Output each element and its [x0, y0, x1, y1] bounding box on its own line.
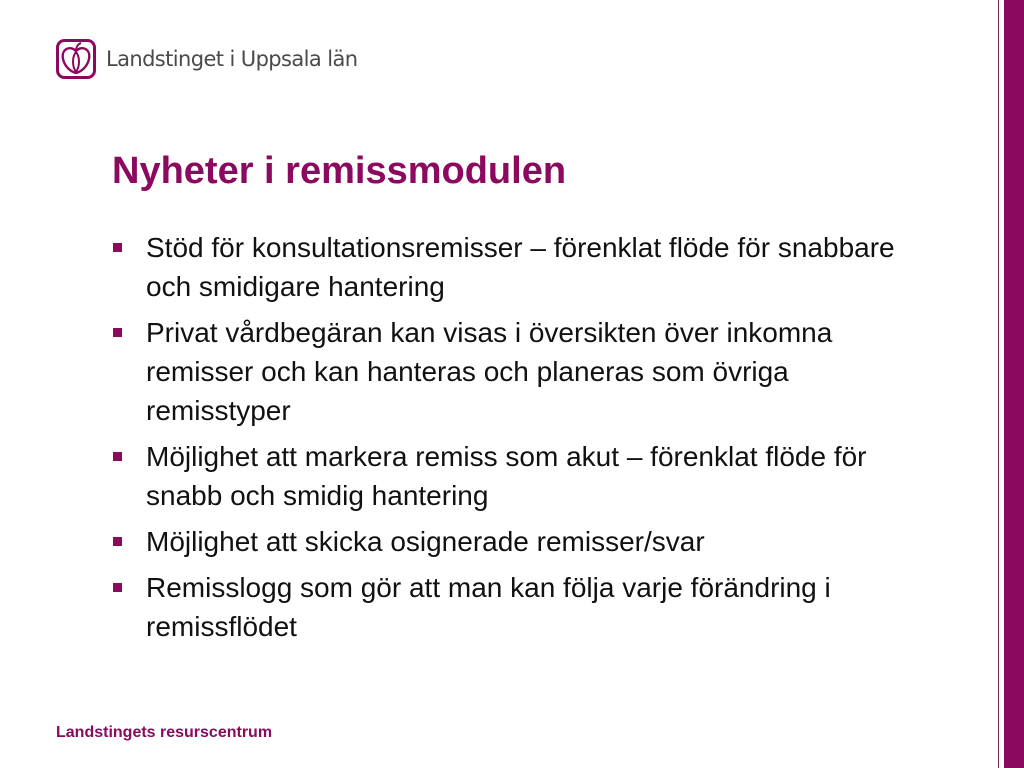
bullet-item: [108, 228, 908, 306]
heart-apple-logo-icon: [56, 39, 96, 79]
bullet-item: [108, 437, 908, 515]
bullet-text: Möjlighet att skicka osignerade remisser/svar: [146, 526, 705, 557]
square-bullet-icon: [113, 328, 122, 337]
bullet-item: [108, 522, 908, 561]
brand-name: Landstinget i Uppsala län: [106, 47, 358, 71]
bullet-text: Stöd för konsultationsremisser – förenklat flöde för snabbare och smidigare hantering: [146, 232, 895, 302]
bullet-item: [108, 568, 908, 646]
bullet-item: [108, 313, 908, 430]
logo: [56, 38, 357, 80]
bullet-text: Privat vårdbegäran kan visas i översikten över inkomna remisser och kan hanteras och planeras som övriga remisstyper: [146, 317, 833, 426]
square-bullet-icon: [113, 452, 122, 461]
bullet-list: [108, 228, 908, 653]
square-bullet-icon: [113, 537, 122, 546]
square-bullet-icon: [113, 243, 122, 252]
footer-text: Landstingets resurscentrum: [56, 724, 273, 741]
side-accent-bar: [1004, 0, 1024, 768]
slide-title: Nyheter i remissmodulen: [112, 150, 567, 192]
square-bullet-icon: [113, 583, 122, 592]
side-divider-line: [998, 0, 999, 768]
bullet-text: Möjlighet att markera remiss som akut – förenklat flöde för snabb och smidig hantering: [146, 441, 867, 511]
bullet-text: Remisslogg som gör att man kan följa varje förändring i remissflödet: [146, 572, 831, 642]
